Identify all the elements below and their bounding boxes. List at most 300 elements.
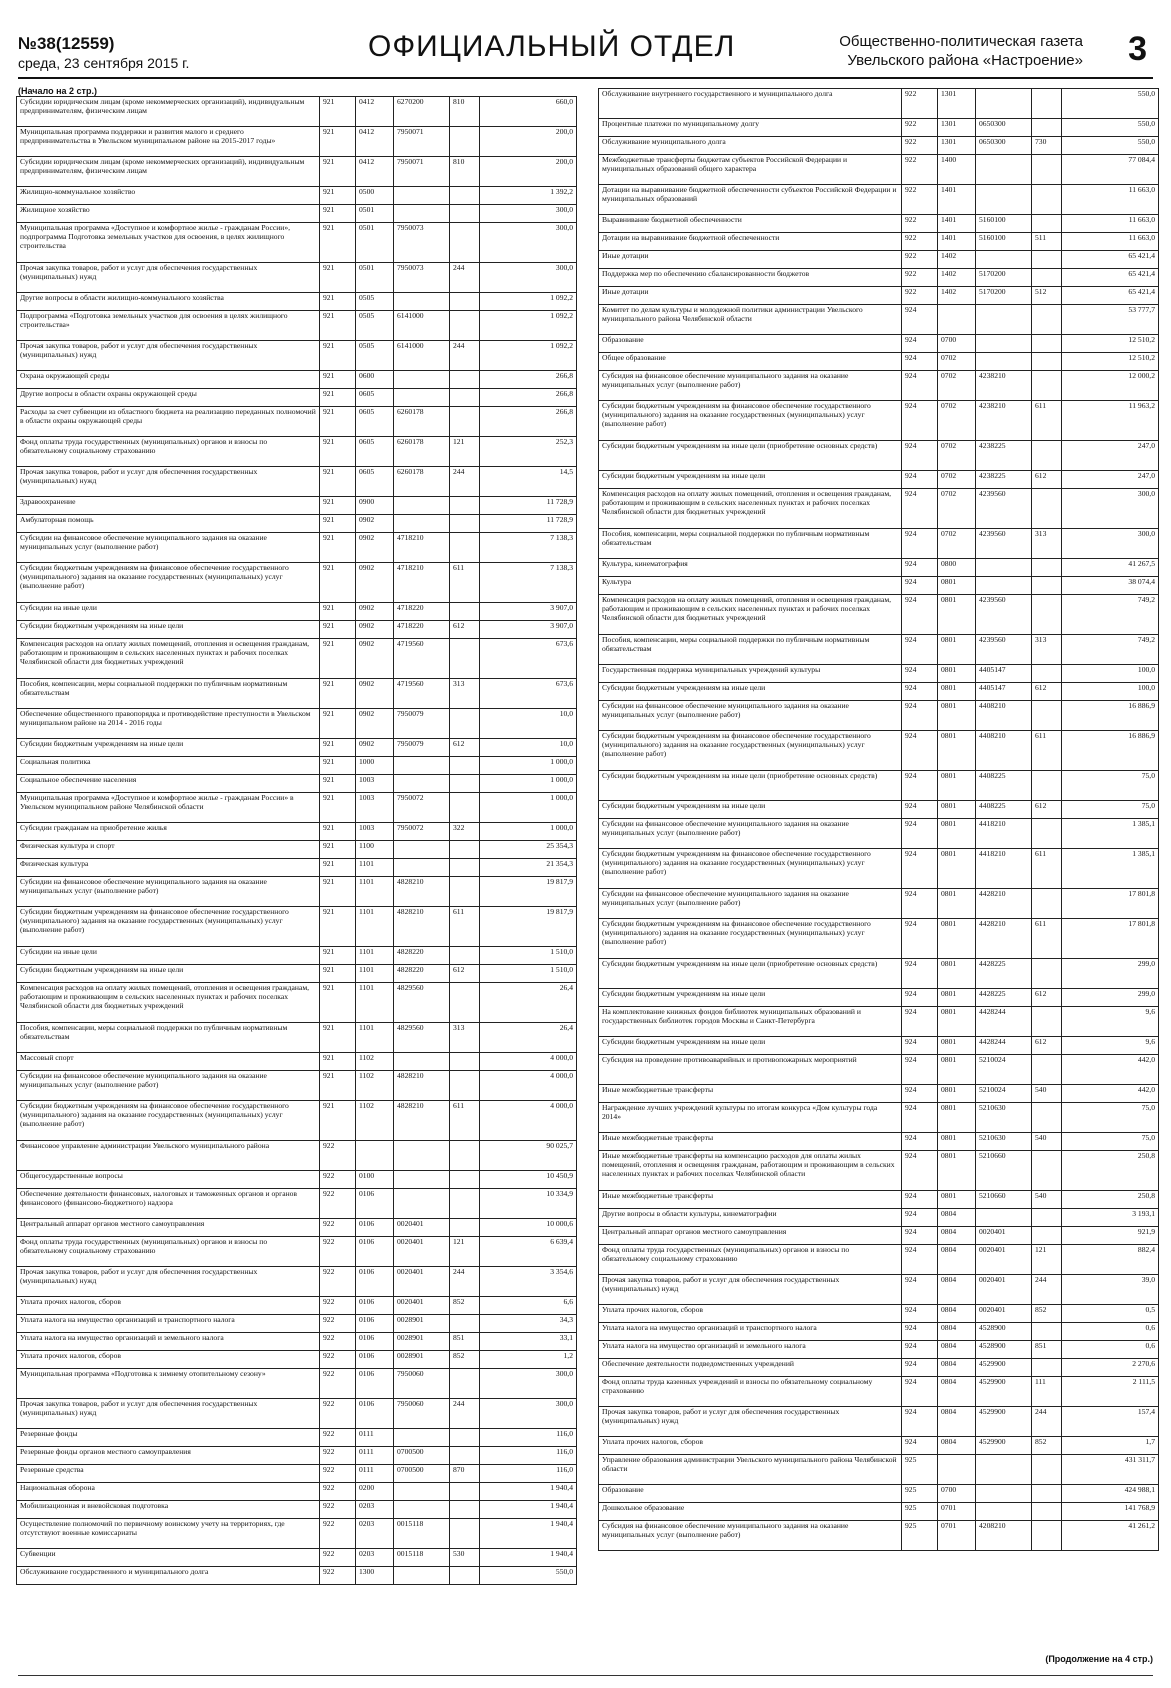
table-row	[599, 155, 1159, 185]
cell-amount: 0,6	[1062, 1341, 1159, 1359]
table-row	[599, 1521, 1159, 1551]
cell-admin-code: 924	[902, 665, 938, 683]
cell-amount: 25 354,3	[480, 841, 577, 859]
cell-expense-type	[1032, 185, 1062, 215]
cell-amount: 33,1	[480, 1333, 577, 1351]
cell-item-name: Субсидии бюджетным учреждениям на иные цели (приобретение основных средств)	[599, 771, 902, 801]
cell-item-name: Прочая закупка товаров, работ и услуг для обеспечения государственных (муниципальных) нужд	[599, 1275, 902, 1305]
cell-admin-code: 924	[902, 819, 938, 849]
cell-admin-code: 922	[320, 1519, 356, 1549]
cell-expense-type: 611	[1032, 401, 1062, 441]
cell-target-code	[394, 757, 450, 775]
table-row	[17, 757, 577, 775]
cell-target-code: 6260178	[394, 467, 450, 497]
table-row	[17, 1447, 577, 1465]
cell-expense-type	[1032, 335, 1062, 353]
cell-admin-code: 921	[320, 1023, 356, 1053]
cell-item-name: Осуществление полномочий по первичному воинскому учету на территориях, где отсутствуют военные комиссариаты	[17, 1519, 320, 1549]
cell-target-code: 4428210	[976, 889, 1032, 919]
table-row	[599, 1485, 1159, 1503]
cell-amount: 299,0	[1062, 989, 1159, 1007]
cell-section-code: 0801	[938, 683, 976, 701]
cell-amount: 266,8	[480, 371, 577, 389]
cell-section-code: 0804	[938, 1323, 976, 1341]
cell-item-name: Субсидия на проведение противоаварийных и противопожарных мероприятий	[599, 1055, 902, 1085]
cell-admin-code: 924	[902, 1275, 938, 1305]
table-row	[17, 205, 577, 223]
cell-section-code: 0800	[938, 559, 976, 577]
cell-expense-type	[450, 877, 480, 907]
cell-item-name: Субсидии на финансовое обеспечение муниципального задания на оказание муниципальных услуг (выполнение работ)	[17, 533, 320, 563]
cell-item-name: Прочая закупка товаров, работ и услуг для обеспечения государственных (муниципальных) нужд	[17, 467, 320, 497]
table-row	[599, 185, 1159, 215]
cell-admin-code: 921	[320, 859, 356, 877]
cell-item-name: Национальная оборона	[17, 1483, 320, 1501]
table-row	[599, 1377, 1159, 1407]
cell-item-name: Иные межбюджетные трансферты	[599, 1191, 902, 1209]
cell-expense-type	[450, 983, 480, 1023]
cell-section-code: 0605	[356, 437, 394, 467]
table-row	[17, 823, 577, 841]
table-row	[599, 683, 1159, 701]
cell-section-code: 0804	[938, 1437, 976, 1455]
cell-amount: 7 138,3	[480, 563, 577, 603]
table-row	[17, 709, 577, 739]
cell-admin-code: 924	[902, 1037, 938, 1055]
cell-target-code: 5170200	[976, 287, 1032, 305]
cell-target-code	[976, 251, 1032, 269]
cell-section-code: 0900	[356, 497, 394, 515]
cell-expense-type	[1032, 353, 1062, 371]
cell-item-name: Субсидии бюджетным учреждениям на финансовое обеспечение государственного (муниципального) задания на оказание государственных (муниципальных) услуг (выполнение работ)	[17, 563, 320, 603]
cell-admin-code: 924	[902, 1377, 938, 1407]
table-row	[599, 215, 1159, 233]
cell-section-code: 0804	[938, 1377, 976, 1407]
cell-target-code: 5210660	[976, 1191, 1032, 1209]
cell-section-code: 1401	[938, 233, 976, 251]
cell-expense-type	[1032, 665, 1062, 683]
cell-item-name: Выравнивание бюджетной обеспеченности	[599, 215, 902, 233]
cell-item-name: Субсидии юридическим лицам (кроме некоммерческих организаций), индивидуальным предпринимателям, физическим лицам	[17, 157, 320, 187]
table-row	[17, 1501, 577, 1519]
table-row	[599, 1209, 1159, 1227]
cell-expense-type: 612	[1032, 471, 1062, 489]
cell-amount: 882,4	[1062, 1245, 1159, 1275]
cell-item-name: Муниципальная программа «Подготовка к зимнему отопительному сезону»	[17, 1369, 320, 1399]
cell-item-name: Охрана окружающей среды	[17, 371, 320, 389]
cell-amount: 1 385,1	[1062, 819, 1159, 849]
table-row	[599, 305, 1159, 335]
cell-target-code: 0028901	[394, 1333, 450, 1351]
cell-admin-code: 921	[320, 311, 356, 341]
page-header	[18, 28, 1153, 72]
cell-amount: 4 000,0	[480, 1053, 577, 1071]
cell-section-code	[356, 1141, 394, 1171]
cell-amount: 200,0	[480, 157, 577, 187]
cell-target-code: 4405147	[976, 683, 1032, 701]
cell-section-code: 0412	[356, 97, 394, 127]
cell-expense-type	[450, 1429, 480, 1447]
cell-amount: 300,0	[480, 1399, 577, 1429]
cell-target-code: 0015118	[394, 1519, 450, 1549]
cell-expense-type	[1032, 1055, 1062, 1085]
cell-expense-type	[1032, 959, 1062, 989]
cell-amount: 1 385,1	[1062, 849, 1159, 889]
cell-admin-code: 924	[902, 919, 938, 959]
cell-admin-code: 924	[902, 1437, 938, 1455]
cell-section-code: 1100	[356, 841, 394, 859]
cell-item-name: Компенсация расходов на оплату жилых помещений, отопления и освещения гражданам, работающим и проживающим в сельских населенных пунктах и рабочих поселках Челябинской области для бюджетных учреждений	[17, 983, 320, 1023]
cell-expense-type: 121	[450, 1237, 480, 1267]
table-row	[599, 269, 1159, 287]
table-row	[17, 1101, 577, 1141]
cell-section-code: 0804	[938, 1245, 976, 1275]
cell-section-code: 0702	[938, 371, 976, 401]
cell-expense-type	[1032, 1521, 1062, 1551]
cell-admin-code: 921	[320, 437, 356, 467]
cell-item-name: Субсидии бюджетным учреждениям на иные цели (приобретение основных средств)	[599, 959, 902, 989]
cell-admin-code: 924	[902, 701, 938, 731]
cell-expense-type	[1032, 1503, 1062, 1521]
table-row	[599, 1323, 1159, 1341]
cell-item-name: Субсидии на финансовое обеспечение муниципального задания на оказание муниципальных услуг (выполнение работ)	[17, 877, 320, 907]
cell-section-code: 0106	[356, 1219, 394, 1237]
table-row	[17, 157, 577, 187]
cell-target-code	[394, 293, 450, 311]
cell-section-code: 0501	[356, 263, 394, 293]
cell-section-code: 0605	[356, 467, 394, 497]
cell-admin-code: 922	[320, 1267, 356, 1297]
cell-section-code: 1300	[356, 1567, 394, 1585]
cell-amount: 10,0	[480, 709, 577, 739]
cell-amount: 75,0	[1062, 801, 1159, 819]
cell-target-code: 4529900	[976, 1377, 1032, 1407]
cell-amount: 12 510,2	[1062, 353, 1159, 371]
table-row	[599, 471, 1159, 489]
cell-expense-type	[1032, 489, 1062, 529]
cell-section-code: 0200	[356, 1483, 394, 1501]
cell-item-name: Уплата прочих налогов, сборов	[17, 1297, 320, 1315]
cell-item-name: Резервные фонды органов местного самоуправления	[17, 1447, 320, 1465]
cell-item-name: Массовый спорт	[17, 1053, 320, 1071]
cell-item-name: Уплата налога на имущество организаций и транспортного налога	[17, 1315, 320, 1333]
cell-admin-code: 924	[902, 1245, 938, 1275]
cell-target-code: 4528900	[976, 1341, 1032, 1359]
cell-expense-type	[450, 1369, 480, 1399]
cell-admin-code: 924	[902, 1341, 938, 1359]
cell-target-code	[394, 1053, 450, 1071]
cell-target-code: 5210024	[976, 1085, 1032, 1103]
table-row	[599, 701, 1159, 731]
cell-section-code: 0902	[356, 603, 394, 621]
cell-admin-code: 924	[902, 959, 938, 989]
cell-admin-code: 921	[320, 757, 356, 775]
cell-target-code	[976, 155, 1032, 185]
cell-expense-type: 244	[450, 1267, 480, 1297]
cell-section-code: 0106	[356, 1351, 394, 1369]
cell-expense-type: 611	[450, 907, 480, 947]
cell-expense-type	[450, 639, 480, 679]
cell-expense-type	[1032, 441, 1062, 471]
table-row	[17, 1429, 577, 1447]
cell-item-name: Социальное обеспечение населения	[17, 775, 320, 793]
table-row	[17, 311, 577, 341]
cell-section-code: 1003	[356, 793, 394, 823]
cell-amount: 14,5	[480, 467, 577, 497]
cell-item-name: Иные дотации	[599, 251, 902, 269]
cell-amount: 6 639,4	[480, 1237, 577, 1267]
cell-target-code: 4529900	[976, 1437, 1032, 1455]
cell-target-code: 4828220	[394, 965, 450, 983]
cell-expense-type: 851	[1032, 1341, 1062, 1359]
cell-section-code: 0804	[938, 1359, 976, 1377]
cell-section-code: 1101	[356, 859, 394, 877]
cell-expense-type	[1032, 1323, 1062, 1341]
cell-expense-type: 244	[450, 263, 480, 293]
cell-section-code: 0801	[938, 1133, 976, 1151]
cell-target-code	[394, 187, 450, 205]
table-row	[599, 1227, 1159, 1245]
cell-section-code: 0505	[356, 341, 394, 371]
cell-item-name: Центральный аппарат органов местного самоуправления	[17, 1219, 320, 1237]
cell-amount: 11 663,0	[1062, 233, 1159, 251]
cell-admin-code: 921	[320, 223, 356, 263]
cell-item-name: Обслуживание муниципального долга	[599, 137, 902, 155]
cell-item-name: Пособия, компенсации, меры социальной поддержки по публичным нормативным обязательствам	[599, 529, 902, 559]
cell-expense-type	[450, 1189, 480, 1219]
cell-amount: 75,0	[1062, 1103, 1159, 1133]
cell-item-name: Поддержка мер по обеспечению сбалансированности бюджетов	[599, 269, 902, 287]
cell-item-name: Уплата налога на имущество организаций и земельного налога	[599, 1341, 902, 1359]
cell-admin-code: 924	[902, 771, 938, 801]
cell-section-code: 0106	[356, 1399, 394, 1429]
cell-target-code	[976, 353, 1032, 371]
cell-item-name: Государственная поддержка муниципальных учреждений культуры	[599, 665, 902, 683]
cell-item-name: Субсидии бюджетным учреждениям на иные цели	[17, 965, 320, 983]
cell-expense-type: 322	[450, 823, 480, 841]
newspaper-name-line-2: Увельского района «Настроение»	[847, 52, 1083, 69]
cell-amount: 266,8	[480, 407, 577, 437]
table-row	[599, 1437, 1159, 1455]
cell-expense-type: 611	[450, 563, 480, 603]
cell-admin-code: 922	[902, 89, 938, 119]
cell-admin-code: 924	[902, 441, 938, 471]
table-row	[17, 775, 577, 793]
cell-expense-type	[450, 371, 480, 389]
table-row	[17, 841, 577, 859]
cell-target-code	[976, 559, 1032, 577]
cell-amount: 1 000,0	[480, 793, 577, 823]
cell-section-code: 0106	[356, 1333, 394, 1351]
cell-admin-code: 924	[902, 1085, 938, 1103]
table-row	[17, 437, 577, 467]
table-row	[599, 489, 1159, 529]
cell-target-code	[394, 515, 450, 533]
cell-admin-code: 922	[320, 1447, 356, 1465]
cell-item-name: Муниципальная программа «Доступное и комфортное жилье - гражданам России» в Увельском муниципальном районе Челябинской области	[17, 793, 320, 823]
cell-expense-type: 870	[450, 1465, 480, 1483]
cell-item-name: Общегосударственные вопросы	[17, 1171, 320, 1189]
table-row	[599, 137, 1159, 155]
cell-item-name: Резервные фонды	[17, 1429, 320, 1447]
issue-number: №38(12559)	[18, 34, 115, 53]
table-row	[17, 389, 577, 407]
cell-item-name: Субвенции	[17, 1549, 320, 1567]
cell-expense-type	[1032, 1485, 1062, 1503]
cell-target-code: 4529900	[976, 1359, 1032, 1377]
cell-expense-type: 852	[450, 1297, 480, 1315]
cell-item-name: Субсидии бюджетным учреждениям на финансовое обеспечение государственного (муниципального) задания на оказание государственных (муниципальных) услуг (выполнение работ)	[599, 849, 902, 889]
cell-section-code: 0801	[938, 1055, 976, 1085]
cell-expense-type: 313	[450, 679, 480, 709]
cell-expense-type	[450, 1053, 480, 1071]
cell-item-name: Субсидии бюджетным учреждениям на иные цели	[599, 801, 902, 819]
cell-admin-code: 921	[320, 679, 356, 709]
cell-target-code: 4408210	[976, 731, 1032, 771]
cell-section-code: 0111	[356, 1429, 394, 1447]
cell-section-code: 0801	[938, 665, 976, 683]
cell-expense-type	[450, 947, 480, 965]
cell-expense-type	[450, 775, 480, 793]
table-row	[599, 1151, 1159, 1191]
cell-expense-type	[450, 1315, 480, 1333]
cell-target-code: 0020401	[976, 1305, 1032, 1323]
cell-target-code: 4418210	[976, 819, 1032, 849]
cell-item-name: Физическая культура и спорт	[17, 841, 320, 859]
cell-expense-type	[1032, 89, 1062, 119]
cell-amount: 3 193,1	[1062, 1209, 1159, 1227]
cell-target-code: 5210630	[976, 1133, 1032, 1151]
cell-expense-type: 612	[450, 739, 480, 757]
cell-expense-type: 244	[450, 341, 480, 371]
cell-target-code: 4719560	[394, 679, 450, 709]
cell-expense-type	[450, 757, 480, 775]
cell-admin-code: 921	[320, 877, 356, 907]
cell-item-name: Фонд оплаты труда государственных (муниципальных) органов и взносы по обязательному социальному страхованию	[599, 1245, 902, 1275]
cell-target-code	[976, 305, 1032, 335]
cell-amount: 3 354,6	[480, 1267, 577, 1297]
cell-target-code: 0015118	[394, 1549, 450, 1567]
cell-item-name: Центральный аппарат органов местного самоуправления	[599, 1227, 902, 1245]
table-row	[599, 401, 1159, 441]
table-row	[17, 1351, 577, 1369]
cell-item-name: Компенсация расходов на оплату жилых помещений, отопления и освещения гражданам, работающим и проживающим в сельских населенных пунктах и рабочих поселках Челябинской области для бюджетных учреждений	[599, 595, 902, 635]
table-row	[599, 819, 1159, 849]
cell-expense-type	[450, 497, 480, 515]
cell-section-code: 0203	[356, 1501, 394, 1519]
cell-expense-type	[1032, 889, 1062, 919]
cell-amount: 1 392,2	[480, 187, 577, 205]
cell-admin-code: 922	[320, 1501, 356, 1519]
cell-target-code: 4529900	[976, 1407, 1032, 1437]
cell-amount: 300,0	[480, 263, 577, 293]
cell-admin-code: 921	[320, 1101, 356, 1141]
cell-expense-type	[1032, 305, 1062, 335]
cell-expense-type	[1032, 819, 1062, 849]
cell-item-name: Компенсация расходов на оплату жилых помещений, отопления и освещения гражданам, работающим и проживающим в сельских населенных пунктах и рабочих поселках Челябинской области для бюджетных учреждений	[17, 639, 320, 679]
cell-item-name: Иные дотации	[599, 287, 902, 305]
cell-target-code: 7950073	[394, 263, 450, 293]
cell-amount: 11 663,0	[1062, 215, 1159, 233]
cell-item-name: Жилищное хозяйство	[17, 205, 320, 223]
cell-item-name: Межбюджетные трансферты бюджетам субъектов Российской Федерации и муниципальных образований общего характера	[599, 155, 902, 185]
cell-admin-code: 921	[320, 983, 356, 1023]
cell-admin-code: 921	[320, 947, 356, 965]
cell-amount: 16 886,9	[1062, 731, 1159, 771]
cell-item-name: Культура	[599, 577, 902, 595]
cell-amount: 266,8	[480, 389, 577, 407]
cell-expense-type	[450, 127, 480, 157]
cell-amount: 431 311,7	[1062, 1455, 1159, 1485]
budget-table-left-column	[16, 96, 576, 1585]
cell-admin-code: 924	[902, 1227, 938, 1245]
table-row	[599, 287, 1159, 305]
cell-amount: 2 270,6	[1062, 1359, 1159, 1377]
table-row	[17, 1141, 577, 1171]
table-row	[17, 877, 577, 907]
cell-item-name: Комитет по делам культуры и молодежной политики администрации Увельского муниципального района Челябинской области	[599, 305, 902, 335]
cell-target-code: 4718210	[394, 533, 450, 563]
cell-section-code: 0801	[938, 1007, 976, 1037]
cell-section-code: 0412	[356, 127, 394, 157]
cell-item-name: Награждение лучших учреждений культуры по итогам конкурса «Дом культуры года 2014»	[599, 1103, 902, 1133]
table-row	[17, 603, 577, 621]
cell-target-code: 4208210	[976, 1521, 1032, 1551]
cell-target-code: 4428225	[976, 959, 1032, 989]
cell-expense-type	[1032, 155, 1062, 185]
cell-admin-code: 924	[902, 889, 938, 919]
table-row	[599, 251, 1159, 269]
cell-section-code: 0412	[356, 157, 394, 187]
cell-admin-code: 921	[320, 533, 356, 563]
cell-amount: 1 940,4	[480, 1501, 577, 1519]
cell-admin-code: 921	[320, 907, 356, 947]
table-row	[17, 407, 577, 437]
table-row	[599, 353, 1159, 371]
cell-target-code: 7950071	[394, 157, 450, 187]
cell-item-name: Субсидии бюджетным учреждениям на финансовое обеспечение государственного (муниципального) задания на оказание государственных (муниципальных) услуг (выполнение работ)	[17, 1101, 320, 1141]
table-row	[599, 959, 1159, 989]
table-row	[17, 293, 577, 311]
cell-expense-type	[450, 1141, 480, 1171]
cell-admin-code: 922	[902, 269, 938, 287]
cell-item-name: Уплата налога на имущество организаций и земельного налога	[17, 1333, 320, 1351]
cell-amount: 250,8	[1062, 1191, 1159, 1209]
cell-amount: 17 801,8	[1062, 919, 1159, 959]
cell-expense-type	[1032, 771, 1062, 801]
cell-expense-type: 530	[450, 1549, 480, 1567]
cell-expense-type: 540	[1032, 1133, 1062, 1151]
table-row	[17, 127, 577, 157]
cell-item-name: Субсидии бюджетным учреждениям на иные цели	[17, 621, 320, 639]
table-row	[599, 559, 1159, 577]
cell-expense-type	[1032, 119, 1062, 137]
cell-section-code: 0801	[938, 771, 976, 801]
cell-admin-code: 922	[902, 119, 938, 137]
table-row	[17, 907, 577, 947]
cell-amount: 3 907,0	[480, 603, 577, 621]
table-row	[599, 1133, 1159, 1151]
cell-amount: 250,8	[1062, 1151, 1159, 1191]
cell-expense-type	[450, 1483, 480, 1501]
cell-item-name: Иные межбюджетные трансферты	[599, 1085, 902, 1103]
cell-section-code: 0505	[356, 311, 394, 341]
cell-item-name: Другие вопросы в области культуры, кинематографии	[599, 1209, 902, 1227]
cell-admin-code: 924	[902, 801, 938, 819]
cell-amount: 442,0	[1062, 1085, 1159, 1103]
cell-section-code: 1101	[356, 907, 394, 947]
table-row	[17, 1219, 577, 1237]
